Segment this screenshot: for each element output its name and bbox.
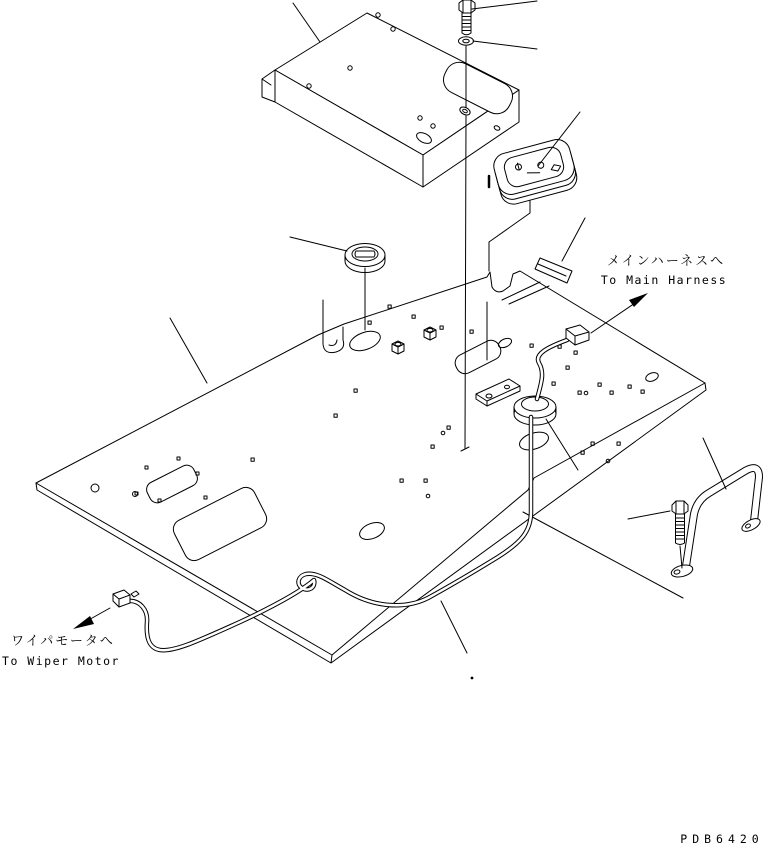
- top-cover: [262, 3, 519, 187]
- weld-nut: [424, 327, 436, 340]
- panel-leader-line: [170, 318, 207, 383]
- harness-leader-line: [441, 601, 467, 653]
- wiper-motor-connector: [113, 590, 139, 607]
- cover-leader-line: [293, 3, 320, 42]
- plug-cap: [290, 237, 385, 330]
- handle-bolt-leader-line: [628, 511, 670, 519]
- panel-hole-grommet: [517, 429, 550, 453]
- panel-hole-plug: [347, 328, 383, 355]
- main-harness-label-jp: メインハーネスへ: [606, 254, 726, 269]
- panel-bracket: [476, 379, 520, 406]
- main-harness-connector: [566, 325, 589, 345]
- strip-leader-line: [562, 218, 585, 261]
- wiper-motor-label-jp: ワイパモータへ: [11, 634, 115, 649]
- main-harness-label-en: To Main Harness: [600, 273, 728, 287]
- panel-cutout-access: [452, 337, 504, 377]
- panel-cutout-small: [144, 462, 200, 505]
- wiper-motor-arrow: [73, 608, 110, 629]
- panel-cutout-large: [170, 484, 270, 564]
- handle-leader-line: [703, 438, 726, 489]
- washer-leader-line: [473, 41, 537, 49]
- long-projection-line: [523, 512, 683, 598]
- weld-nut: [392, 341, 404, 354]
- annotations: [2, 254, 764, 846]
- wiring-harness: [73, 293, 683, 679]
- handle-bolt: [628, 501, 688, 568]
- strip-plate: [502, 218, 585, 304]
- plug-cap-leader-line: [290, 237, 347, 251]
- bolt-leader-line: [472, 1, 537, 9]
- reference-dot: [471, 677, 474, 680]
- drawing-number: PDB6420: [680, 832, 764, 846]
- mounting-bolt: [459, 0, 537, 35]
- main-harness-arrow: [591, 293, 648, 333]
- strip-projection-lines: [502, 282, 549, 304]
- handle-bolt-projection-line: [680, 546, 682, 568]
- wiper-motor-label-en: To Wiper Motor: [2, 654, 120, 668]
